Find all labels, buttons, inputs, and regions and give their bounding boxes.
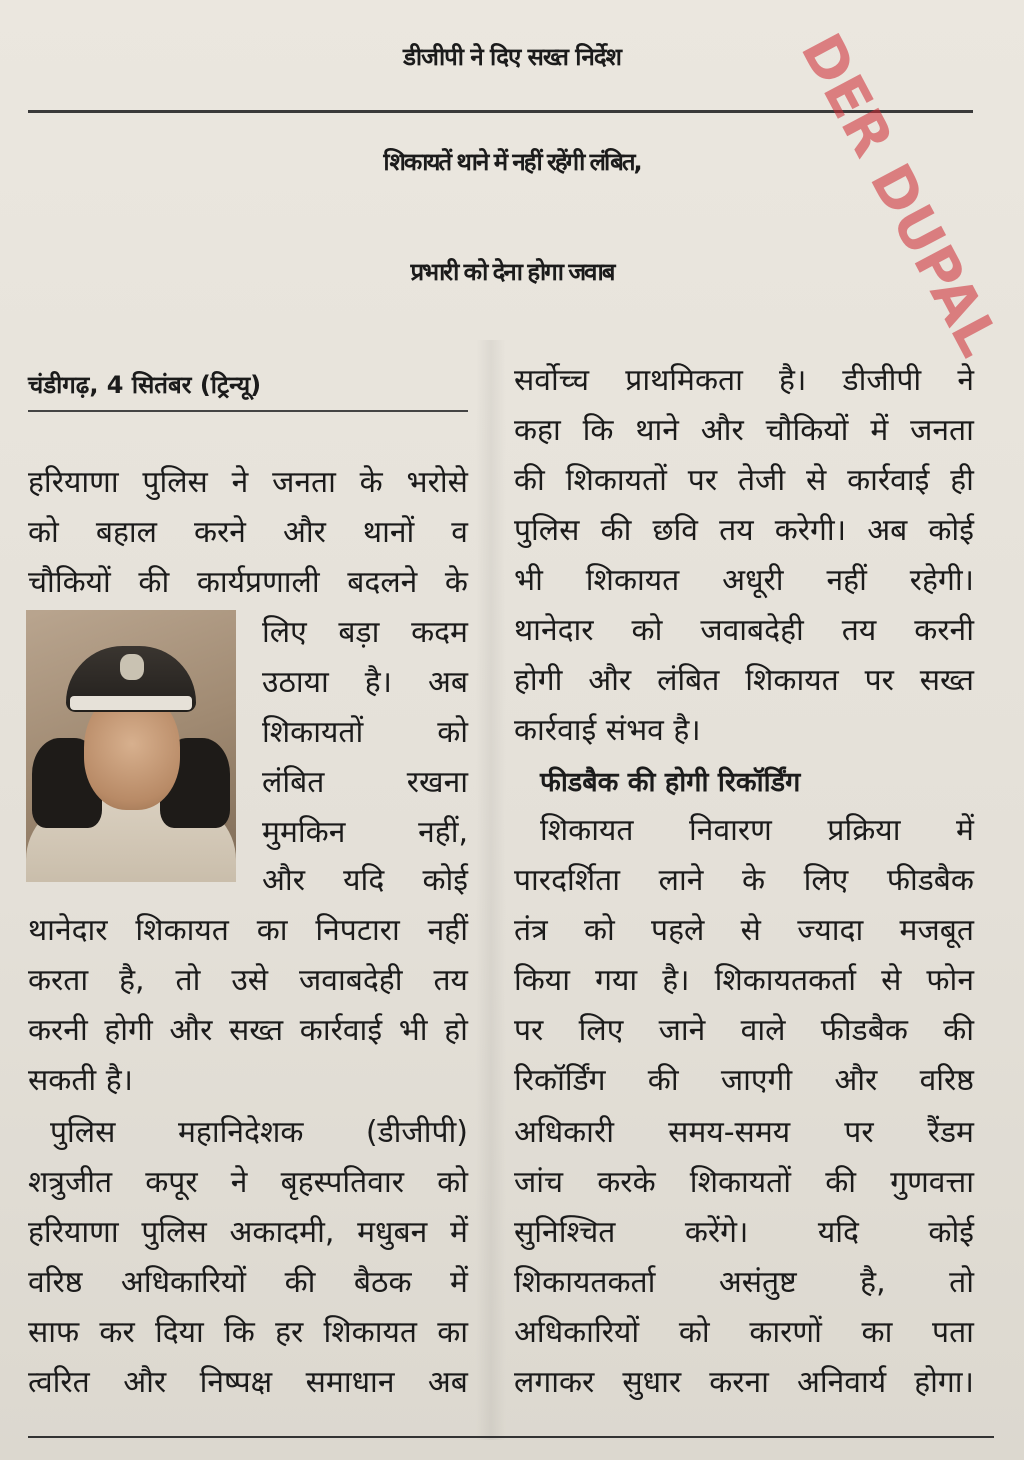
left-column-word: करता — [28, 963, 89, 998]
right-column-word: पर — [864, 663, 894, 698]
left-column-line — [28, 1265, 468, 1300]
right-column-word: किया — [514, 963, 570, 998]
left-column-line — [262, 615, 468, 650]
right-column-word: भी — [514, 563, 543, 598]
right-column-word: शिकायतकर्ता — [514, 1265, 656, 1300]
right-column-word: कार्रवाई — [847, 463, 930, 498]
right-column-word: अधिकारी — [514, 1115, 614, 1150]
right-column-word: फीडबैक — [820, 1013, 908, 1048]
left-column-word: हरियाणा — [28, 465, 119, 500]
left-column-word: हर — [275, 1315, 304, 1350]
left-column-word: कदम — [411, 615, 468, 650]
right-column-word: थाने — [635, 413, 679, 448]
left-column-word: हो — [444, 1013, 468, 1048]
officer-photo — [26, 610, 236, 882]
left-column-word: चौकियों — [28, 565, 111, 600]
left-column-word: का — [437, 1315, 468, 1350]
left-column-line — [28, 963, 468, 998]
right-column-word: करेगी। — [774, 513, 847, 548]
right-column-word: में — [956, 813, 974, 848]
right-column-line — [514, 863, 974, 898]
left-column-word: जवाबदेही — [299, 963, 403, 998]
right-column-word: डीजीपी — [842, 363, 922, 398]
left-column-word: शिकायत — [135, 913, 229, 948]
right-column-line — [514, 413, 974, 448]
left-column-word: अब — [427, 1365, 468, 1400]
left-column-word: तो — [175, 963, 201, 998]
right-column-word: पर — [687, 463, 718, 498]
right-column-word: से — [740, 913, 761, 948]
right-column-word: तय — [841, 613, 877, 648]
right-column-word: असंतुष्ट — [718, 1265, 797, 1300]
left-column-word: मुमकिन — [262, 815, 346, 850]
right-column-word: शिकायतकर्ता — [714, 963, 856, 998]
left-column-text: सकती है। — [28, 1063, 134, 1098]
right-column-line — [514, 1365, 974, 1400]
left-column-word: अब — [427, 665, 468, 700]
right-column-line — [514, 1215, 974, 1250]
right-column-word: पता — [932, 1315, 974, 1350]
left-column-word: को — [437, 715, 468, 750]
left-column-line — [50, 1115, 468, 1150]
right-column-line — [514, 1013, 974, 1048]
right-column-word: अब — [867, 513, 908, 548]
right-column-line — [514, 613, 974, 648]
left-column-word: शिकायतों — [262, 715, 364, 750]
right-column-word: ने — [957, 363, 974, 398]
right-column-line — [514, 1315, 974, 1350]
left-column-word: त्वरित — [28, 1365, 90, 1400]
right-column-word: अधूरी — [722, 563, 784, 598]
right-column-word: की — [600, 513, 632, 548]
left-column-word: अधिकारियों — [120, 1265, 247, 1300]
right-column-line — [514, 513, 974, 548]
left-column-word: साफ — [28, 1315, 80, 1350]
right-column-word: कोई — [928, 1215, 974, 1250]
left-column-word: महानिदेशक — [177, 1115, 304, 1150]
left-column-word: है। — [364, 665, 393, 700]
right-column-word: की — [514, 463, 545, 498]
left-column-word: करने — [193, 515, 246, 550]
left-column-line — [262, 665, 468, 700]
right-column-word: और — [834, 1063, 878, 1098]
left-column-word: वरिष्ठ — [28, 1265, 83, 1300]
right-column-word: नहीं — [826, 563, 867, 598]
left-column-word: और — [262, 863, 305, 898]
right-column-word: शिकायतों — [565, 463, 667, 498]
right-column-word: शिकायत — [745, 663, 839, 698]
kicker-headline: डीजीपी ने दिए सख्त निर्देश — [403, 43, 621, 71]
left-column-word: होगी — [104, 1013, 153, 1048]
left-column-word: पुलिस — [141, 1215, 207, 1250]
right-column-word: वाले — [740, 1013, 786, 1048]
left-column-line — [262, 715, 468, 750]
right-column-word: कहा — [514, 413, 561, 448]
right-column-word: गुणवत्ता — [890, 1165, 974, 1200]
right-column-line — [514, 1165, 974, 1200]
right-column-word: कोई — [928, 513, 974, 548]
left-column-word: समाधान — [305, 1365, 395, 1400]
left-column-word: शिकायत — [323, 1315, 417, 1350]
right-column-word: जवाबदेही — [700, 613, 804, 648]
right-column-line — [514, 1265, 974, 1300]
headline-line-2: प्रभारी को देना होगा जवाब — [410, 258, 614, 286]
right-column-word: जाएगी — [720, 1063, 793, 1098]
right-column-word: से — [881, 963, 902, 998]
right-column-word: करना — [709, 1365, 769, 1400]
cap-badge-icon — [120, 654, 144, 680]
right-column-word: लिए — [578, 1013, 624, 1048]
left-column-line — [262, 815, 468, 850]
right-column-word: का — [861, 1315, 893, 1350]
left-column-word: शत्रुजीत — [28, 1165, 113, 1200]
right-column-word: शिकायत — [585, 563, 680, 598]
left-column-line — [28, 1013, 468, 1048]
right-column-word: की — [943, 1013, 974, 1048]
left-column-word: बड़ा — [338, 615, 380, 650]
subheading-feedback: फीडबैक की होगी रिकॉर्डिंग — [540, 767, 801, 798]
right-column-word: लिए — [803, 863, 849, 898]
right-column-word: करेंगे। — [684, 1215, 749, 1250]
right-column-word: में — [870, 413, 889, 448]
left-column-word: और — [169, 1013, 213, 1048]
left-column-word: उसे — [231, 963, 269, 998]
right-column-line — [514, 713, 764, 748]
left-column-word: नहीं — [427, 913, 468, 948]
left-column-word: का — [256, 913, 288, 948]
left-column-word: को — [437, 1165, 468, 1200]
left-column-word: और — [123, 1365, 167, 1400]
cap-band — [70, 696, 192, 710]
right-column-word: को — [678, 1315, 710, 1350]
right-column-word: तेजी — [737, 463, 786, 498]
right-column-word: लगाकर — [514, 1365, 595, 1400]
right-column-word: सुनिश्चित — [514, 1215, 616, 1250]
left-column-word: सख्त — [229, 1013, 284, 1048]
right-column-word: यदि — [817, 1215, 859, 1250]
right-column-word: सुधार — [622, 1365, 682, 1400]
left-column-line — [28, 1165, 468, 1200]
right-column-word: के — [741, 863, 765, 898]
left-column-word: बहाल — [95, 515, 157, 550]
left-column-line — [28, 1063, 168, 1098]
left-column-word: ने — [231, 465, 249, 500]
left-column-word: में — [450, 1215, 468, 1250]
right-column-word: लंबित — [657, 663, 720, 698]
right-column-line — [514, 913, 974, 948]
right-column-word: थानेदार — [514, 613, 594, 648]
right-column-word: कि — [582, 413, 614, 448]
left-column-word: निपटारा — [315, 913, 400, 948]
right-column-word: को — [583, 913, 615, 948]
right-column-word: पारदर्शिता — [514, 863, 621, 898]
right-column-word: निवारण — [689, 813, 772, 848]
left-column-word: लिए — [262, 615, 307, 650]
left-column-word: अकादमी, — [229, 1215, 335, 1250]
bottom-rule — [28, 1436, 994, 1438]
right-column-word: तय — [719, 513, 754, 548]
left-column-word: पुलिस — [50, 1115, 116, 1150]
right-column-word: अनिवार्य — [796, 1365, 887, 1400]
right-column-word: होगी — [514, 663, 563, 698]
paper-fold — [476, 340, 506, 1440]
right-column-word: ही — [950, 463, 974, 498]
left-column-word: है, — [119, 963, 145, 998]
right-column-word: पर — [514, 1013, 544, 1048]
right-column-word: प्रक्रिया — [827, 813, 901, 848]
right-column-word: रहेगी। — [909, 563, 974, 598]
left-column-word: यदि — [343, 863, 385, 898]
left-column-word: (डीजीपी) — [365, 1115, 468, 1150]
left-column-word: और — [282, 515, 326, 550]
left-column-word: थानेदार — [28, 913, 108, 948]
left-column-word: कोई — [422, 863, 468, 898]
right-column-line — [514, 1115, 974, 1150]
right-column-word: चौकियों — [765, 413, 849, 448]
left-column-word: बृहस्पतिवार — [280, 1165, 404, 1200]
right-column-word: सर्वोच्च — [514, 363, 590, 398]
right-column-word: रिकॉर्डिंग — [514, 1063, 606, 1098]
left-column-word: उठाया — [262, 665, 329, 700]
right-column-word: शिकायतों — [689, 1165, 792, 1200]
red-stamp-watermark: DER DUPAL — [788, 23, 1012, 367]
right-column-word: पहले — [651, 913, 705, 948]
left-column-word: बदलने — [347, 565, 418, 600]
right-column-word: से — [805, 463, 827, 498]
left-column-word: कार्रवाई — [299, 1013, 383, 1048]
right-column-line — [514, 663, 974, 698]
right-column-word: छवि — [652, 513, 698, 548]
right-column-word: गया — [595, 963, 638, 998]
right-column-word: फीडबैक — [886, 863, 974, 898]
right-column-line — [540, 813, 974, 848]
right-column-word: को — [631, 613, 663, 648]
right-column-text: कार्रवाई संभव है। — [514, 713, 701, 748]
headline-line-1: शिकायतें थाने में नहीं रहेंगी लंबित, — [383, 148, 641, 176]
right-column-word: शिकायत — [540, 813, 634, 848]
right-column-line — [514, 463, 974, 498]
right-column-word: फोन — [926, 963, 974, 998]
right-column-word: और — [588, 663, 632, 698]
left-column-word: थानों — [362, 515, 415, 550]
left-column-word: के — [444, 565, 468, 600]
left-column-line — [262, 863, 468, 898]
right-column-word: रैंडम — [927, 1115, 974, 1150]
left-column-word: भी — [398, 1013, 428, 1048]
left-column-word: मधुबन — [357, 1215, 428, 1250]
left-column-word: बैठक — [353, 1265, 412, 1300]
right-column-word: की — [825, 1165, 857, 1200]
right-column-word: जनता — [910, 413, 974, 448]
left-column-word: कर — [99, 1315, 135, 1350]
right-column-word: समय-समय — [668, 1115, 791, 1150]
right-column-word: मजबूत — [899, 913, 974, 948]
left-column-word: भरोसे — [406, 465, 468, 500]
left-column-word: की — [138, 565, 170, 600]
right-column-word: पर — [844, 1115, 874, 1150]
right-column-word: होगा। — [914, 1365, 974, 1400]
right-column-word: कारणों — [749, 1315, 822, 1350]
left-column-word: रखना — [406, 765, 468, 800]
right-column-word: वरिष्ठ — [919, 1063, 974, 1098]
right-column-line — [514, 563, 974, 598]
left-column-word: तय — [433, 963, 468, 998]
left-column-word: को — [28, 515, 59, 550]
left-column-line — [28, 1365, 468, 1400]
right-column-word: सख्त — [919, 663, 974, 698]
right-column-word: जांच — [514, 1165, 564, 1200]
left-column-line — [28, 1315, 468, 1350]
left-column-line — [262, 765, 468, 800]
right-column-word: और — [700, 413, 744, 448]
left-column-word: दिया — [154, 1315, 204, 1350]
right-column-word: की — [647, 1063, 679, 1098]
left-column-word: की — [284, 1265, 316, 1300]
right-column-word: है। — [779, 363, 807, 398]
right-column-line — [514, 363, 974, 398]
left-column-word: हरियाणा — [28, 1215, 119, 1250]
dateline: चंडीगढ़, 4 सितंबर (ट्रिन्यू) — [28, 371, 262, 399]
left-column-line — [28, 913, 468, 948]
left-column-line — [28, 1215, 468, 1250]
right-column-word: लाने — [658, 863, 704, 898]
left-column-word: कि — [224, 1315, 255, 1350]
right-column-line — [514, 963, 974, 998]
right-column-word: ज्यादा — [797, 913, 864, 948]
left-column-line — [28, 515, 468, 550]
right-column-word: तंत्र — [514, 913, 548, 948]
left-column-line — [28, 465, 468, 500]
right-column-word: प्राथमिकता — [625, 363, 743, 398]
left-column-word: कपूर — [145, 1165, 198, 1200]
right-column-word: पुलिस — [514, 513, 580, 548]
right-column-line — [514, 1063, 974, 1098]
right-column-word: करके — [597, 1165, 656, 1200]
left-column-word: लंबित — [262, 765, 325, 800]
left-column-line — [28, 565, 468, 600]
left-column-word: निष्पक्ष — [199, 1365, 273, 1400]
right-column-word: जाने — [658, 1013, 706, 1048]
left-column-word: के — [359, 465, 383, 500]
left-column-word: व — [451, 515, 468, 550]
left-column-word: जनता — [272, 465, 336, 500]
right-column-word: अधिकारियों — [514, 1315, 640, 1350]
left-column-word: कार्यप्रणाली — [196, 565, 320, 600]
left-column-word: नहीं, — [418, 815, 468, 850]
right-column-word: करनी — [914, 613, 974, 648]
right-column-word: है, — [860, 1265, 886, 1300]
left-column-word: ने — [230, 1165, 248, 1200]
left-column-word: पुलिस — [142, 465, 208, 500]
left-column-word: में — [450, 1265, 468, 1300]
dateline-rule — [28, 410, 468, 412]
right-column-word: तो — [949, 1265, 974, 1300]
right-column-word: है। — [662, 963, 690, 998]
left-column-word: करनी — [28, 1013, 88, 1048]
